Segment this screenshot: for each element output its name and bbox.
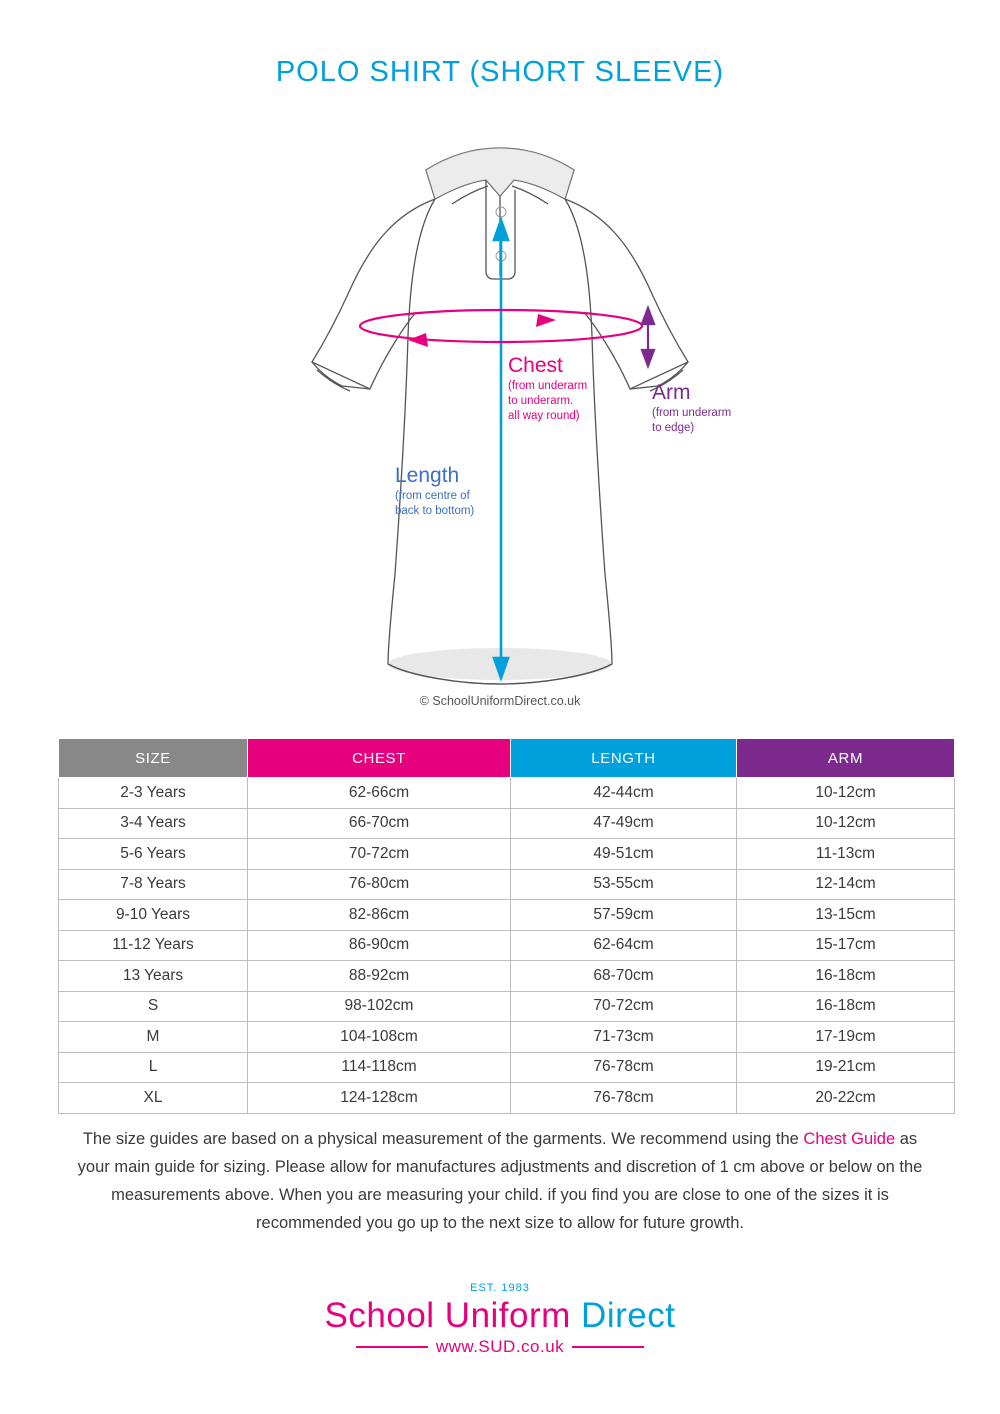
cell-chest: 88-92cm — [248, 961, 511, 992]
cell-length: 57-59cm — [511, 900, 737, 931]
page-title: POLO SHIRT (SHORT SLEEVE) — [275, 56, 725, 88]
chest-label: Chest — [508, 354, 563, 377]
cell-arm: 16-18cm — [737, 961, 955, 992]
cell-arm: 13-15cm — [737, 900, 955, 931]
brand-name — [0, 1296, 1000, 1336]
table-row — [59, 869, 955, 900]
length-label: Length — [395, 464, 460, 487]
cell-size: S — [59, 991, 248, 1022]
svg-text:to underarm.: to underarm. — [508, 395, 574, 407]
svg-text:to edge): to edge) — [652, 422, 695, 434]
brand-name-part2: Direct — [581, 1296, 676, 1335]
cell-chest: 114-118cm — [248, 1052, 511, 1083]
cell-length: 47-49cm — [511, 808, 737, 839]
sizing-note — [70, 1125, 930, 1237]
rule-right-decoration — [572, 1346, 644, 1348]
table-row — [59, 808, 955, 839]
table-row — [59, 900, 955, 931]
cell-chest: 76-80cm — [248, 869, 511, 900]
cell-size: M — [59, 1022, 248, 1053]
size-chart-table — [58, 738, 955, 1114]
cell-length: 76-78cm — [511, 1052, 737, 1083]
rule-left-decoration — [356, 1346, 428, 1348]
footer-logo — [0, 1282, 1000, 1357]
table-header-arm: ARM — [737, 739, 955, 778]
cell-length: 71-73cm — [511, 1022, 737, 1053]
website-url-line — [0, 1337, 1000, 1357]
svg-text:back to bottom): back to bottom) — [395, 505, 475, 517]
cell-chest: 66-70cm — [248, 808, 511, 839]
cell-arm: 17-19cm — [737, 1022, 955, 1053]
note-text-part1: The size guides are based on a physical measurement of the garments. We recommend using the — [82, 1130, 804, 1148]
website-url[interactable]: www.SUD.co.uk — [435, 1337, 565, 1356]
copyright-notice: © SchoolUniformDirect.co.uk — [419, 694, 581, 708]
svg-text:all way round): all way round) — [508, 410, 580, 422]
cell-arm: 19-21cm — [737, 1052, 955, 1083]
brand-name-part1: School Uniform — [324, 1296, 571, 1335]
table-row — [59, 991, 955, 1022]
cell-arm: 20-22cm — [737, 1083, 955, 1114]
table-row — [59, 930, 955, 961]
cell-length: 53-55cm — [511, 869, 737, 900]
cell-size: 9-10 Years — [59, 900, 248, 931]
cell-size: 7-8 Years — [59, 869, 248, 900]
cell-length: 76-78cm — [511, 1083, 737, 1114]
cell-chest: 86-90cm — [248, 930, 511, 961]
table-header-size: SIZE — [59, 739, 248, 778]
note-chest-guide-highlight: Chest Guide — [803, 1130, 896, 1148]
table-row — [59, 778, 955, 809]
cell-size: 13 Years — [59, 961, 248, 992]
cell-length: 68-70cm — [511, 961, 737, 992]
table-row — [59, 1052, 955, 1083]
cell-arm: 11-13cm — [737, 839, 955, 870]
table-header-row — [59, 739, 955, 778]
cell-chest: 104-108cm — [248, 1022, 511, 1053]
table-header-length: LENGTH — [511, 739, 737, 778]
established-text: EST. 1983 — [470, 1282, 530, 1294]
cell-length: 70-72cm — [511, 991, 737, 1022]
table-row — [59, 839, 955, 870]
cell-arm: 15-17cm — [737, 930, 955, 961]
cell-size: 3-4 Years — [59, 808, 248, 839]
svg-text:(from underarm: (from underarm — [508, 380, 588, 392]
table-row — [59, 1022, 955, 1053]
cell-size: 5-6 Years — [59, 839, 248, 870]
arm-label: Arm — [652, 381, 691, 404]
svg-text:(from centre of: (from centre of — [395, 490, 470, 502]
cell-size: L — [59, 1052, 248, 1083]
cell-size: XL — [59, 1083, 248, 1114]
cell-length: 62-64cm — [511, 930, 737, 961]
cell-arm: 10-12cm — [737, 808, 955, 839]
polo-shirt-diagram — [220, 104, 780, 704]
table-row — [59, 1083, 955, 1114]
cell-length: 49-51cm — [511, 839, 737, 870]
cell-arm: 16-18cm — [737, 991, 955, 1022]
cell-arm: 10-12cm — [737, 778, 955, 809]
table-row — [59, 961, 955, 992]
cell-chest: 62-66cm — [248, 778, 511, 809]
table-header-chest: CHEST — [248, 739, 511, 778]
cell-size: 2-3 Years — [59, 778, 248, 809]
cell-chest: 70-72cm — [248, 839, 511, 870]
svg-text:(from underarm: (from underarm — [652, 407, 732, 419]
cell-arm: 12-14cm — [737, 869, 955, 900]
note-text-part2: as your main guide for sizing. Please allow for manufactures adjustments and discretion of 1 cm above or below on the measurements above. When you are measuring your child. if you find you are close to one of the sizes it is recommended you go up to the next size to allow for future growth. — [77, 1130, 923, 1232]
cell-size: 11-12 Years — [59, 930, 248, 961]
cell-chest: 82-86cm — [248, 900, 511, 931]
cell-chest: 98-102cm — [248, 991, 511, 1022]
cell-length: 42-44cm — [511, 778, 737, 809]
cell-chest: 124-128cm — [248, 1083, 511, 1114]
